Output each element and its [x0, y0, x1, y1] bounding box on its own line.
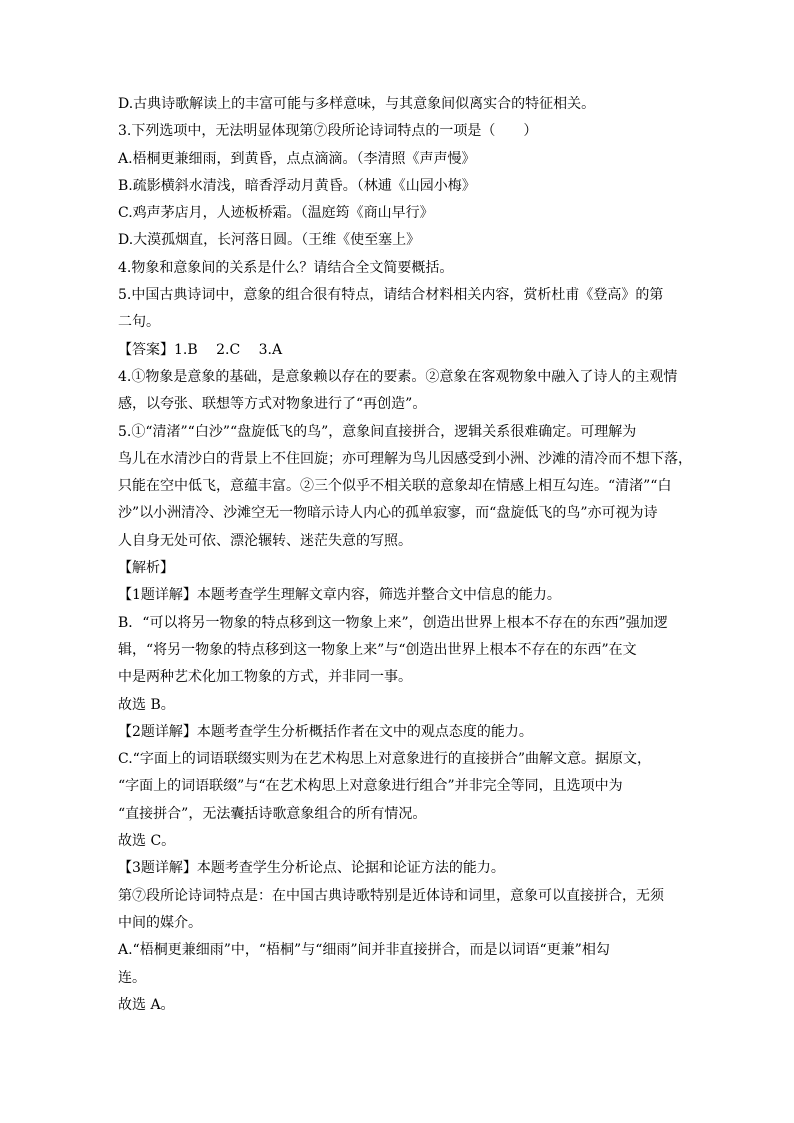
answer-5-line-2: 鸟儿在水清沙白的背景上不住回旋；亦可理解为鸟儿因感受到小洲、沙滩的清冷而不想下落， [118, 450, 692, 467]
answer-5-line-1: 5.①“清渚”“白沙”“盘旋低飞的鸟”，意象间直接拼合，逻辑关系很难确定。可理解为 [118, 423, 637, 440]
option-d-q3: D.大漠孤烟直，长河落日圆。（王维《使至塞上》 [118, 232, 421, 249]
answer-5-line-5: 人自身无处可依、漂沦辗转、迷茫失意的写照。 [118, 532, 412, 549]
q3-conclusion: 故选 A。 [118, 996, 175, 1013]
question-3: 3.下列选项中，无法明显体现第⑦段所论诗词特点的一项是（ ） [118, 123, 538, 140]
q3-detail-line-2: 中间的媒介。 [118, 914, 202, 931]
q3-detail-heading: 【3题详解】本题考查学生分析论点、论据和论证方法的能力。 [118, 860, 505, 877]
q1-detail-heading: 【1题详解】本题考查学生理解文章内容，筛选并整合文中信息的能力。 [118, 587, 561, 604]
q1-conclusion: 故选 B。 [118, 696, 175, 713]
q2-conclusion: 故选 C。 [118, 833, 176, 850]
q2-detail-line-3: “直接拼合”，无法囊括诗歌意象组合的所有情况。 [118, 805, 427, 822]
question-5-line-2: 二句。 [118, 314, 160, 331]
answer-5-line-4: 沙”以小洲清冷、沙滩空无一物暗示诗人内心的孤单寂寥，而“盘旋低飞的鸟”亦可视为诗 [118, 505, 658, 522]
answer-4-line-2: 感，以夸张、联想等方式对物象进行了“再创造”。 [118, 396, 427, 413]
q1-detail-line-2: 辑，“将另一物象的特点移到这一物象上来”与“创造出世界上根本不存在的东西”在文 [118, 641, 637, 658]
q2-detail-line-2: “字面上的词语联缀”与“在艺术构思上对意象进行组合”并非完全等同，且选项中为 [118, 778, 623, 795]
document-body [118, 91, 692, 1019]
option-a-q3: A.梧桐更兼细雨，到黄昏，点点滴滴。（李清照《声声慢》 [118, 150, 476, 167]
option-c-q3: C.鸡声茅店月，人迹板桥霜。（温庭筠《商山早行》 [118, 205, 434, 222]
q1-detail-line-1: B．“可以将另一物象的特点移到这一物象上来”，创造出世界上根本不存在的东西”强加逻 [118, 614, 668, 631]
q3-detail-line-4: 连。 [118, 969, 146, 986]
analysis-heading: 【解析】 [118, 560, 174, 577]
question-5-line-1: 5.中国古典诗词中，意象的组合很有特点，请结合材料相关内容，赏析杜甫《登高》的第 [118, 287, 664, 304]
answer-heading: 【答案】1.B 2.C 3.A [118, 341, 283, 358]
option-b-q3: B.疏影横斜水清浅，暗香浮动月黄昏。（林逋《山园小梅》 [118, 177, 476, 194]
option-d-q2: D.古典诗歌解读上的丰富可能与多样意味，与其意象间似离实合的特征相关。 [118, 96, 596, 112]
answer-4-line-1: 4.①物象是意象的基础，是意象赖以存在的要素。②意象在客观物象中融入了诗人的主观情 [118, 368, 678, 385]
q3-detail-line-3: A.“梧桐更兼细雨”中，“梧桐”与“细雨”间并非直接拼合，而是以词语“更兼”相勾 [118, 942, 610, 959]
answer-5-line-3: 只能在空中低飞，意蕴丰富。②三个似乎不相关联的意象却在情感上相互勾连。“清渚”“白 [118, 478, 672, 495]
q2-detail-line-1: C.“字面上的词语联缀实则为在艺术构思上对意象进行的直接拼合”曲解文意。据原文， [118, 751, 651, 768]
q1-detail-line-3: 中是两种艺术化加工物象的方式，并非同一事。 [118, 669, 412, 686]
q3-detail-line-1: 第⑦段所论诗词特点是：在中国古典诗歌特别是近体诗和词里，意象可以直接拼合，无须 [118, 887, 664, 904]
question-4: 4.物象和意象间的关系是什么？请结合全文简要概括。 [118, 259, 454, 276]
q2-detail-heading: 【2题详解】本题考查学生分析概括作者在文中的观点态度的能力。 [118, 723, 533, 740]
